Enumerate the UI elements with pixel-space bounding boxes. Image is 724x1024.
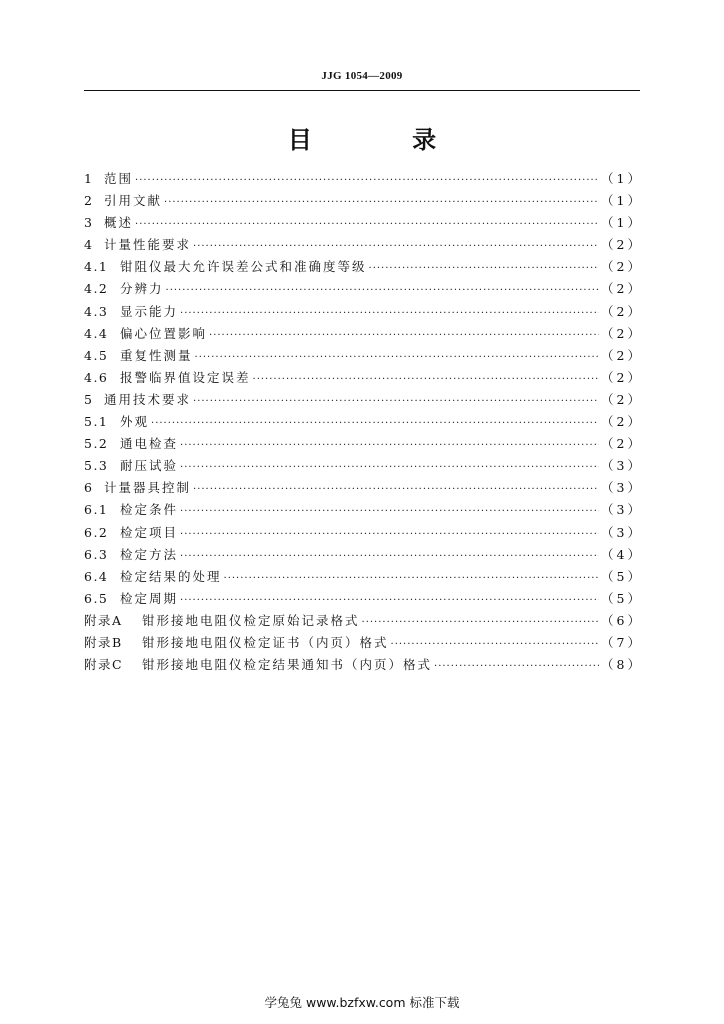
toc-leader-dots (224, 573, 600, 584)
toc-entry-title: 概述 (104, 215, 134, 231)
toc-entry-number: 4.5 (84, 347, 109, 363)
toc-entry-number: 5.1 (84, 414, 109, 430)
toc-leader-dots (193, 484, 599, 495)
toc-entry-number: 3 (84, 215, 94, 231)
toc-entry-title: 计量器具控制 (104, 480, 192, 496)
toc-entry-number: 6.1 (84, 502, 109, 518)
toc-entry[interactable] (84, 589, 643, 611)
toc-leader-dots (391, 639, 600, 650)
toc-entry-number: 6.5 (84, 590, 109, 606)
toc-entry-number: 4.6 (84, 369, 109, 385)
toc-entry-number: 4.3 (84, 303, 109, 319)
toc-entry[interactable] (84, 302, 643, 324)
toc-entry[interactable] (84, 191, 643, 213)
toc-entry-number: 5.2 (84, 436, 109, 452)
toc-entry-title: 钳形接地电阻仪检定原始记录格式 (142, 612, 360, 628)
header-rule (84, 90, 640, 91)
toc-entry-number: 附录A (84, 612, 123, 628)
toc-entry-page: （2） (601, 281, 643, 297)
toc-leader-dots (135, 175, 599, 186)
toc-entry[interactable] (84, 655, 643, 677)
toc-entry-number: 1 (84, 171, 94, 186)
toc-entry-number: 附录C (84, 657, 124, 673)
toc-leader-dots (180, 529, 599, 540)
toc-entry-page: （1） (601, 215, 643, 231)
toc-entry-page: （3） (601, 480, 643, 496)
toc-leader-dots (369, 263, 600, 274)
toc-entry-title: 显示能力 (120, 303, 179, 319)
toc-entry-title: 耐压试验 (120, 458, 179, 474)
toc-entry-title: 外观 (120, 414, 150, 430)
standard-code: JJG 1054—2009 (321, 70, 403, 82)
toc-entry-page: （3） (601, 458, 643, 474)
toc-entry-page: （2） (601, 436, 643, 452)
toc-leader-dots (180, 506, 599, 517)
toc-leader-dots (166, 285, 600, 296)
toc-entry-page: （4） (601, 546, 643, 562)
toc-entry-title: 偏心位置影响 (120, 325, 208, 341)
toc-entry-number: 6.4 (84, 568, 109, 584)
footer-watermark: 学兔兔 www.bzfxw.com 标准下载 (264, 995, 460, 1010)
toc-entry[interactable] (84, 567, 643, 589)
toc-entry-title: 引用文献 (104, 193, 163, 209)
toc-entry-title: 报警临界值设定误差 (120, 369, 251, 385)
toc-leader-dots (151, 418, 599, 429)
toc-entry[interactable] (84, 368, 643, 390)
toc-entry-title: 通用技术要求 (104, 391, 192, 407)
toc-entry-number: 6 (84, 480, 94, 496)
toc-entry[interactable] (84, 324, 643, 346)
toc-entry[interactable] (84, 346, 643, 368)
toc-entry[interactable] (84, 257, 643, 279)
toc-entry-number: 6.2 (84, 524, 109, 540)
toc-leader-dots (193, 241, 599, 252)
toc-leader-dots (253, 374, 600, 385)
toc-leader-dots (434, 661, 599, 672)
toc-entry-page: （2） (601, 259, 643, 275)
toc-entry[interactable] (84, 213, 643, 235)
toc-entry-page: （6） (601, 612, 643, 628)
table-of-contents (84, 169, 643, 677)
toc-entry-page: （1） (601, 171, 643, 186)
toc-entry-title: 钳阻仪最大允许误差公式和准确度等级 (120, 259, 367, 275)
toc-leader-dots (135, 219, 599, 230)
toc-entry-number: 2 (84, 193, 94, 209)
toc-entry[interactable] (84, 545, 643, 567)
toc-entry-title: 检定周期 (120, 590, 179, 606)
toc-entry[interactable] (84, 412, 643, 434)
toc-entry-number: 5 (84, 391, 94, 407)
toc-leader-dots (180, 462, 599, 473)
toc-leader-dots (180, 440, 599, 451)
toc-entry-title: 检定方法 (120, 546, 179, 562)
toc-entry-title: 钳形接地电阻仪检定结果通知书（内页）格式 (142, 657, 433, 673)
toc-entry-page: （3） (601, 502, 643, 518)
toc-entry-page: （2） (601, 325, 643, 341)
toc-leader-dots (164, 197, 599, 208)
toc-entry-title: 检定结果的处理 (120, 568, 222, 584)
toc-entry-number: 4.1 (84, 259, 109, 275)
toc-entry[interactable] (84, 633, 643, 655)
toc-entry-title: 检定项目 (120, 524, 179, 540)
toc-entry[interactable] (84, 456, 643, 478)
toc-entry-page: （5） (601, 568, 643, 584)
page-title: 目 录 (287, 126, 483, 154)
toc-entry-number: 4.2 (84, 281, 109, 297)
toc-entry-page: （3） (601, 524, 643, 540)
toc-entry-page: （2） (601, 347, 643, 363)
toc-entry-number: 6.3 (84, 546, 109, 562)
toc-entry[interactable] (84, 279, 643, 301)
toc-entry-page: （8） (601, 657, 643, 673)
toc-entry-number: 5.3 (84, 458, 109, 474)
toc-entry[interactable] (84, 434, 643, 456)
toc-entry-number: 4 (84, 237, 94, 253)
toc-entry-page: （2） (601, 237, 643, 253)
toc-entry-title: 检定条件 (120, 502, 179, 518)
toc-entry-title: 通电检查 (120, 436, 179, 452)
toc-entry-page: （2） (601, 303, 643, 319)
toc-entry-page: （2） (601, 391, 643, 407)
toc-leader-dots (209, 330, 599, 341)
toc-leader-dots (180, 551, 599, 562)
toc-entry-page: （5） (601, 590, 643, 606)
toc-entry-page: （1） (601, 193, 643, 209)
toc-leader-dots (193, 396, 599, 407)
toc-entry-title: 计量性能要求 (104, 237, 192, 253)
toc-entry-title: 重复性测量 (120, 347, 193, 363)
toc-entry-number: 附录B (84, 634, 123, 650)
toc-leader-dots (362, 617, 600, 628)
toc-entry-title: 分辨力 (120, 281, 164, 297)
toc-entry[interactable] (84, 611, 643, 633)
toc-leader-dots (180, 595, 599, 606)
toc-entry[interactable] (84, 169, 643, 191)
toc-entry[interactable] (84, 523, 643, 545)
toc-entry-title: 钳形接地电阻仪检定证书（内页）格式 (142, 634, 389, 650)
toc-entry[interactable] (84, 478, 643, 500)
toc-entry-page: （2） (601, 414, 643, 430)
toc-entry-number: 4.4 (84, 325, 109, 341)
toc-entry[interactable] (84, 390, 643, 412)
toc-entry-title: 范围 (104, 171, 134, 186)
toc-entry-page: （7） (601, 634, 643, 650)
toc-entry-page: （2） (601, 369, 643, 385)
toc-entry[interactable] (84, 235, 643, 257)
toc-entry[interactable] (84, 500, 643, 522)
toc-leader-dots (180, 308, 599, 319)
toc-leader-dots (195, 352, 600, 363)
